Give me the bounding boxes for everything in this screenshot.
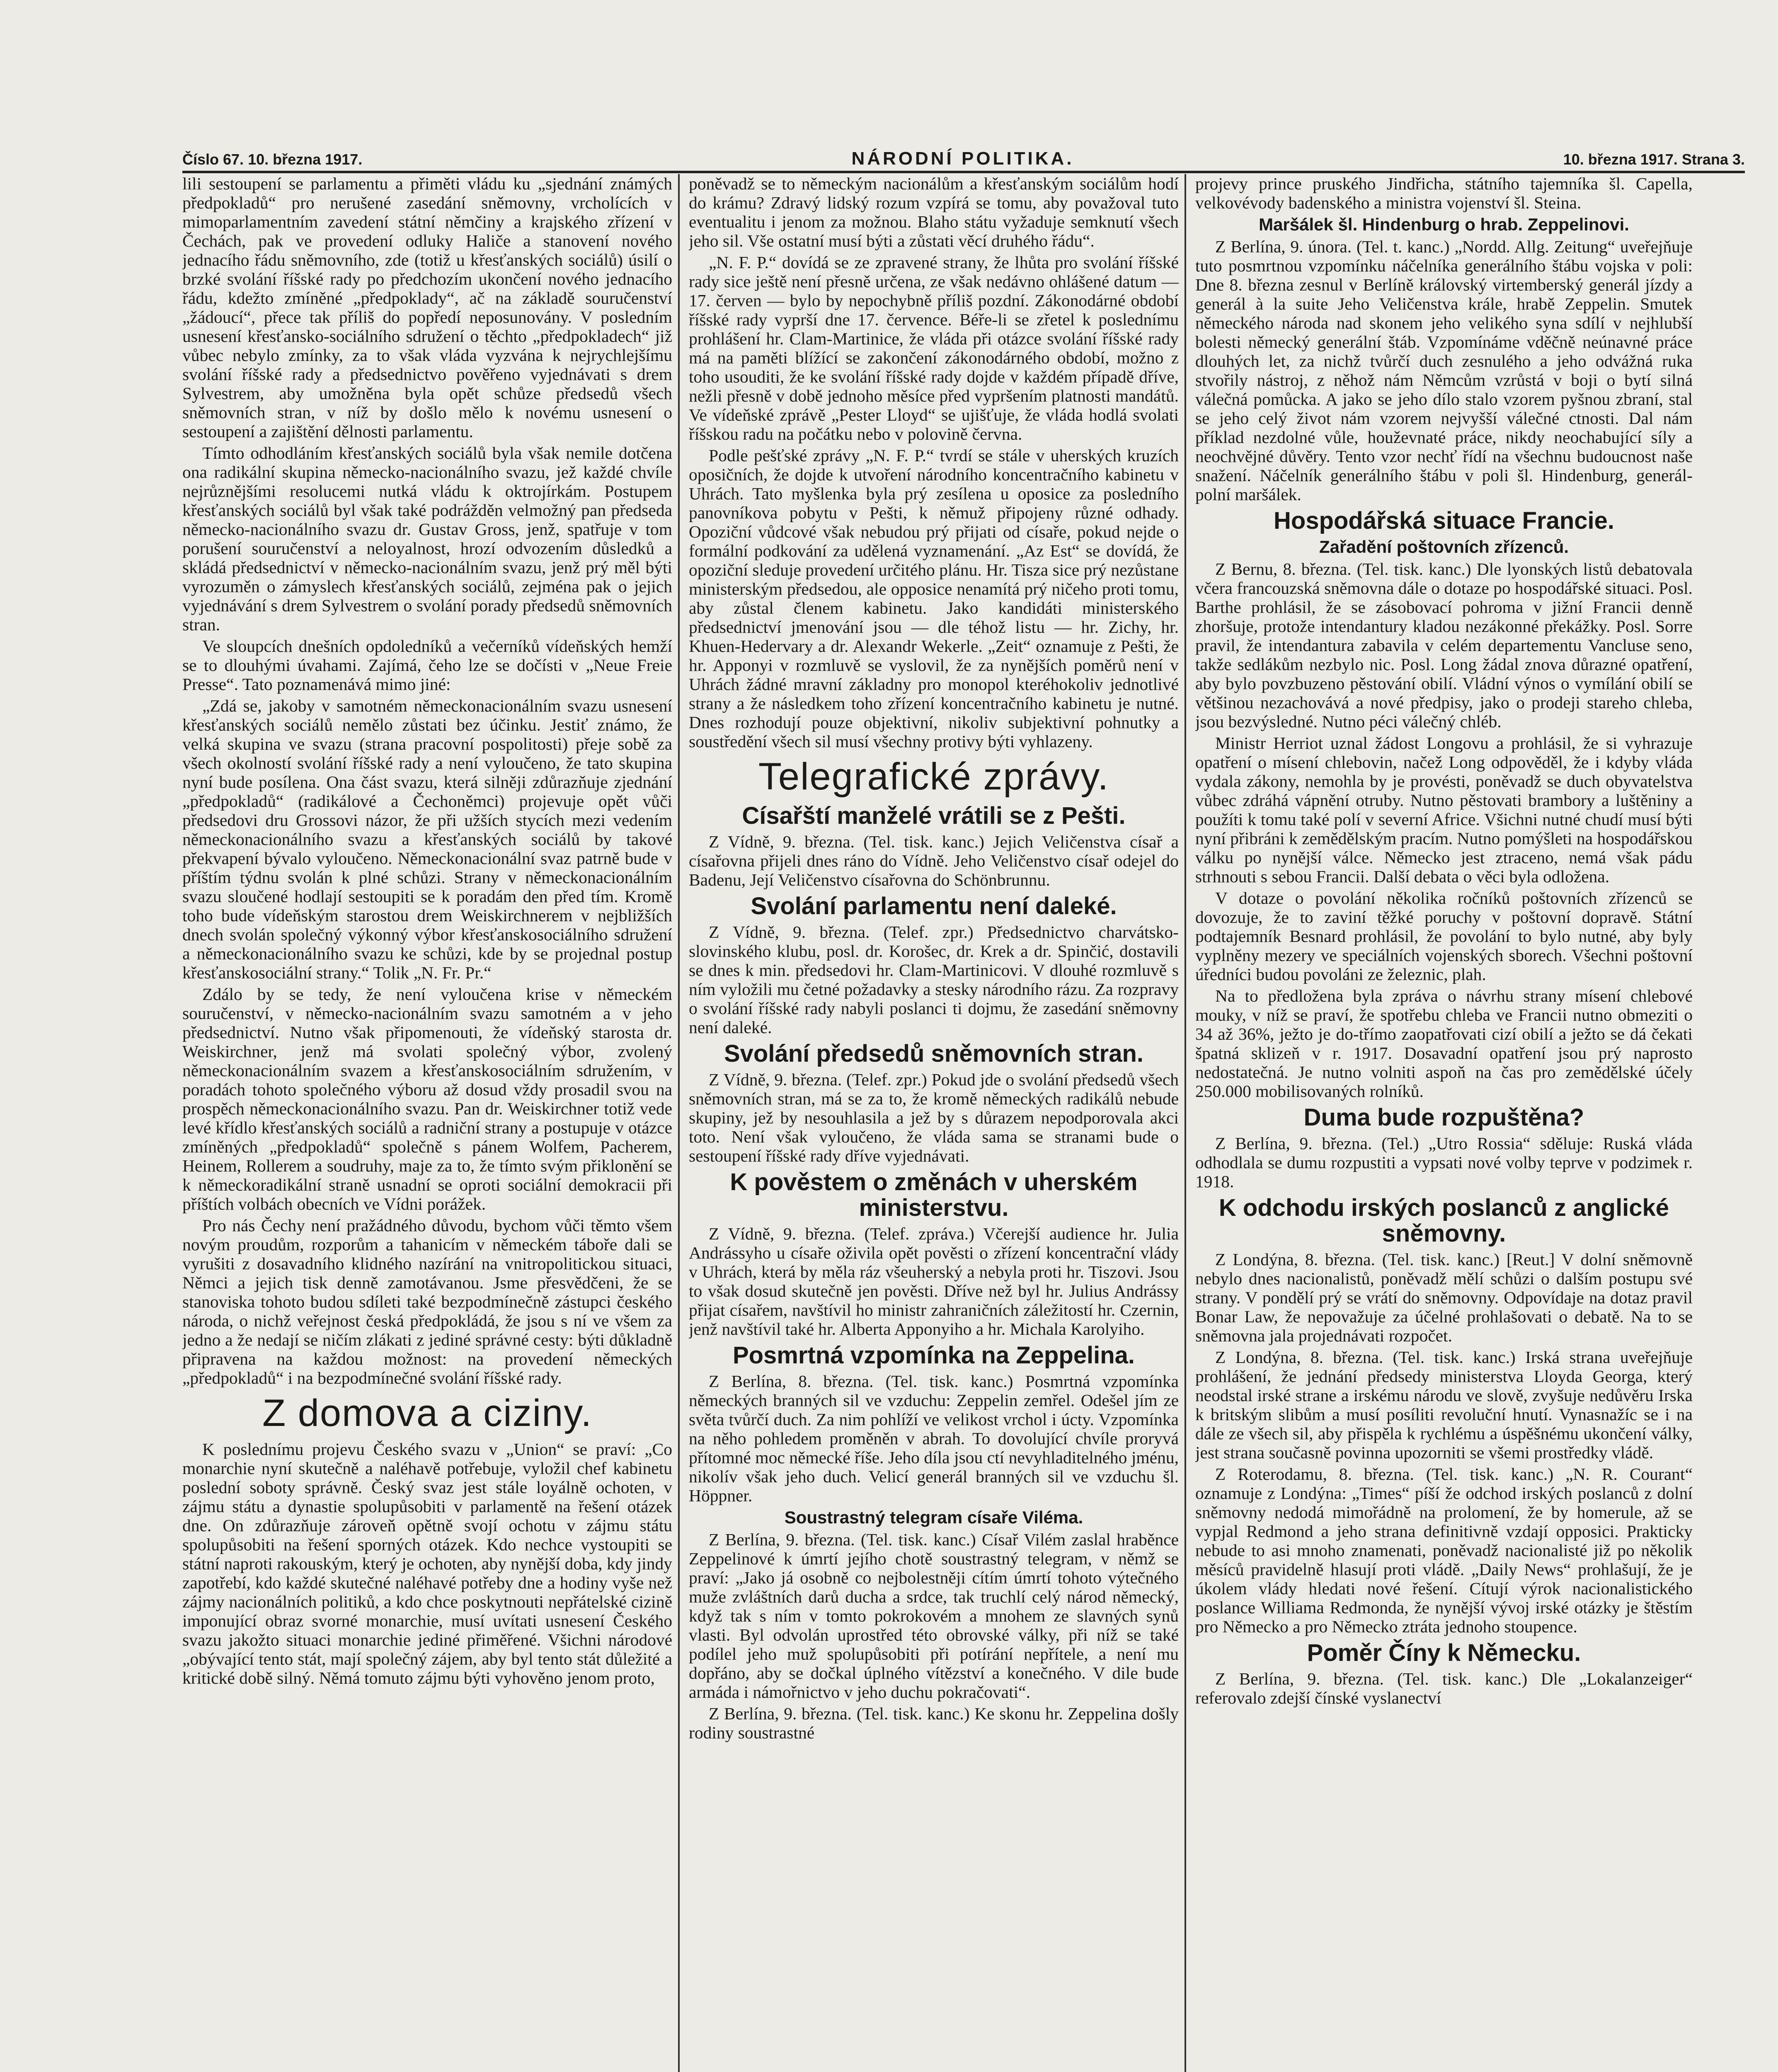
paragraph: Tímto odhodláním křesťanských sociálů byla však nemile dotčena ona radikální skupina německo-nacionálního svazu, jež každé chvíle nejrůznějšími resolucemi nutká vládu k oktrojírkám. Postupem křesťanských sociálů byl však také podrážděn velmožný pan předseda německo-nacionálního svazu dr. Gustav Gross, jenž, spatřuje v tom porušení souručenství a neloyalnost, hrozí odvozením důsledků a skládá předsednictví v německo-nacionálním svazu, jenž prý měl býti vyrozuměn o zámyslech křesťanských sociálů, zejména pak o jejich vyjednávání s drem Sylvestrem o svolání porady předsedů sněmovních stran. (182, 443, 672, 634)
paragraph: Z Londýna, 8. března. (Tel. tisk. kanc.) Irská strana uveřejňuje prohlášení, že jednání předsedy ministerstva Lloyda Georga, který neodstal irské strane a irskému národu ve slově, zvyšuje nedůvěru Irska k britským slibům a musí posíliti revoluční hnutí. Vynasnažíc se i na dále ze všech sil, aby přispěla k rychlému a úspěšnému ukončení války, jest strana současně povinna upozorniti se všemi prostředky vládě. (1195, 1348, 1693, 1462)
paragraph: Z Berlína, 9. února. (Tel. t. kanc.) „Nordd. Allg. Zeitung“ uveřejňuje tuto posmrtnou vzpomínku náčelníka generálního štábu vojska v poli: Dne 8. března zesnul v Berlíně královský virtemberský generál jízdy a generál à la suite Jeho Veličenstva krále, hrabě Zeppelin. Smutek německého národa nad skonem jeho velikého syna sdílí v nejhlubší bolesti německý generální štáb. Vzpomínáme vděčně neúnavné práce dlouhých let, za nichž tvůrčí duch zesnulého a jeho odvážná ruka stvořily nástroj, z něhož nám Němcům vzrůstá v boji o bytí silná válečná pomůcka. A jako se jeho dílo stalo vzorem pyšnou zbraní, stal se jeho celý život nám vzorem nejvyšší válečné ctnosti. Dal nám příklad nezdolné vůle, houževnaté práce, nikdy neochabující síly a neochvějné důvěry. Tento vzor nechť řídí na všechnu budoucnost naše snažení. Náčelník generálního štábu v poli šl. Hindenburg, generál-polní maršálek. (1195, 237, 1693, 504)
paragraph: projevy prince pruského Jindřicha, státního tajemníka šl. Capella, velkovévody badenského a ministra vojenství šl. Steina. (1195, 174, 1693, 212)
paragraph: Z Bernu, 8. března. (Tel. tisk. kanc.) Dle lyonských listů debatovala včera francouzská sněmovna dále o dotaze po hospodářské situaci. Posl. Barthe prohlásil, že se zásobovací pohroma v jižní Francii denně zhoršuje, protože intendantury kladou nezákonné překážky. Posl. Sorre pravil, že intendantura zabavila v celém departementu Vancluse seno, takže sedlákům nezbylo nic. Posl. Long žádal znova důrazné opatření, aby bylo povzbuzeno pěstování obilí. Vládní výnos o vymílání obilí se většinou nezachovává a nové předpisy, jako o prodeji stareho chleba, jsou bezvýsledné. Nutno péci válečný chléb. (1195, 559, 1693, 731)
paragraph: „N. F. P.“ dovídá se ze zpravené strany, že lhůta pro svolání říšské rady sice ještě není přesně určena, ze však nedávno ohlášené datum — 17. červen — bylo by nepochybně příliš pozdní. Zákonodárné období říšské rady vyprší dne 17. července. Béře-li se zřetel k poslednímu prohlášení hr. Clam-Martinice, že vláda při otázce svolání říšské rady má na paměti blížící se zakončení zákonodárného období, možno z toho usouditi, že ke svolání říšské rady dojde v každém případě dříve, nežli přesně v době jednoho měsíce před vypršením platnosti mandátů. Ve vídeňské zprávě „Pester Lloyd“ se ujišťuje, že vláda hodlá svolati říšskou radu na počátku nebo v polovině června. (689, 253, 1179, 443)
column-1 (182, 174, 680, 2072)
article-heading: K pověstem o změnách v uherském ministerstvu. (730, 1169, 1138, 1221)
masthead: NÁRODNÍ POLITIKA. (851, 148, 1074, 169)
paragraph: Z Vídně, 9. března. (Tel. tisk. kanc.) Jejich Veličenstva císař a císařovna přijeli dnes ráno do Vídně. Jeho Veličenstvo císař odejel do Badenu, Její Veličenstvo císařovna do Schönbrunnu. (689, 832, 1179, 889)
article-heading: Duma bude rozpuštěna? (1303, 1104, 1584, 1131)
article-heading: Hospodářská situace Francie. (1274, 507, 1614, 534)
page-header (182, 145, 1745, 173)
paragraph: Z Vídně, 9. března. (Telef. zpr.) Předsednictvo charvátsko-slovinského klubu, posl. dr. Korošec, dr. Krek a dr. Spinčić, dostavili se dnes k min. předsedovi hr. Clam-Martinicovi. V dlouhé rozmluvě s ním vyložili mu četné požadavky a stesky národního rázu. Za rozpravy o svolání říšské rady nabyli poslanci ti dojmu, že zasedání sněmovny není daleké. (689, 922, 1179, 1037)
paragraph: Z Berlína, 9. března. (Tel.) „Utro Rossia“ sděluje: Ruská vláda odhodlala se dumu rozpustiti a vypsati nové volby teprve v podzimek r. 1918. (1195, 1134, 1693, 1191)
article-heading: Císařští manželé vrátili se z Pešti. (742, 802, 1126, 829)
section-heading: Telegrafické zprávy. (758, 755, 1109, 798)
paragraph: Z Roterodamu, 8. března. (Tel. tisk. kanc.) „N. R. Courant“ oznamuje z Londýna: „Times“ píší že odchod irských poslanců z dolní sněmovny nedodá mimořádně na prolomení, že by homerule, až se vypjal Redmond a jeho strana definitivně vzdají opposici. Prakticky nebude to asi mnoho znamenati, poněvadž nacionalisté již po několik měsíců pravidelně hlasují proti vládě. „Daily News“ prohlašují, že je úkolem vlády hledati nové řešení. Cítují výrok nacionalistického poslance Williama Redmonda, že nynější vývoj irské otázky je štěstím pro Německo a pro Německo ztráta jednoho stoupence. (1195, 1464, 1693, 1636)
paragraph: poněvadž se to německým nacionálům a křesťanským sociálům hodí do krámu? Zdravý lidský rozum vzpírá se tomu, aby považoval tuto eventualitu i jenom za možnou. Blaho státu vyžaduje semknutí všech jeho sil. Vše ostatní musí býti a zůstati věcí druhého řádu“. (689, 174, 1179, 250)
page-number: 10. března 1917. Strana 3. (1563, 151, 1745, 168)
paragraph: Z Vídně, 9. března. (Telef. zpr.) Pokud jde o svolání předsedů všech sněmovních stran, má se za to, že kromě německých radikálů nebude skupiny, jež by nesouhlasila a jež by s důrazem nepodporovala akci toto. Není však vyloučeno, že vláda sama se stranami bude o sestoupení říšské rady dříve vyjednávati. (689, 1070, 1179, 1165)
article-heading: Svolání předsedů sněmovních stran. (724, 1040, 1144, 1067)
paragraph: Zdálo by se tedy, že není vyloučena krise v německém souručenství, v německo-nacionálním svazu samotném a v jeho předsednictví. Nutno však připomenouti, že vídeňský starosta dr. Weiskirchner, jenž má svolati společný výbor, zvolený německonacionálním svazem a křesťanskosociálním sdružením, v poradách tohoto společného výboru až dosud vždy prosadil svou na prospěch německonacionálního svazu. Pan dr. Weiskirchner totiž vede levé křídlo křesťanských sociálů a radniční strany a postupuje v otázce zmíněných „předpokladů“ společně s pánem Wolfem, Pacherem, Heinem, Rollerem a soudruhy, maje za to, že tímto svým přiklonění se k německoradikální straně usnadní se oproti sociální demokracii při příštích volbách obecních ve Vídni porážek. (182, 985, 672, 1213)
paragraph: Z Berlína, 9. března. (Tel. tisk. kanc.) Dle „Lokalanzeiger“ referovalo zdejší čínské vyslanectví (1195, 1669, 1693, 1707)
article-heading: Poměr Číny k Německu. (1307, 1639, 1581, 1666)
section-heading: Z domova a ciziny. (262, 1392, 593, 1434)
issue-info: Číslo 67. 10. března 1917. (182, 151, 363, 168)
article-subheading: Zařadění poštovních zřízenců. (1319, 537, 1569, 557)
paragraph: V dotaze o povolání několika ročníků poštovních zřízenců se dovozuje, že to zaviní těžké poruchy v poštovní dopravě. Státní podtajemník Besnard prohlásil, že povolání to bylo nutné, aby byly vyplněny mezery ve speciálních vojenských sborech. Všechni poštovní úředníci budou povoláni ze železnic, plah. (1195, 888, 1693, 984)
columns (182, 174, 1745, 2072)
article-subheading: Maršálek šl. Hindenburg o hrab. Zeppelinovi. (1259, 215, 1629, 234)
paragraph: Ministr Herriot uznal žádost Longovu a prohlásil, že si vyhrazuje opatření o mísení chlebovin, načež Long odpověděl, že i kdyby vláda vydala zákony, nemohla by je provésti, poněvadž se duch obyvatelstva vůbec zdráhá vápnění otruby. Nutno pěstovati brambory a luštěniny a použíti k tomu také polí v severní Africe. Všichni nutné chudí musí býti nyní přibráni k zemědělským pracím. Nutno pomýšleti na hospodářskou válku po nynější válce. Německo jest ztraceno, nemá však pádu strhnouti s sebou Francii. Další debata o věci byla odložena. (1195, 733, 1693, 886)
paragraph: „Zdá se, jakoby v samotném německonacionálním svazu usnesení křesťanských sociálů nemělo zůstati bez účinku. Jestiť známo, že velká skupina ve svazu (strana pracovní pospolitosti) přeje sobě za všech okolností svolání říšské rady a není vyloučeno, že tato skupina nyní bude posílena. Ona část svazu, která silněji zdůrazňuje zjednání „předpokladů“ (radikálové a Čechoněmci) projevuje opět vůči předsedovi dru Grossovi názor, že při užších stycích mezi vedením německonacionálního svazu a křesťanských sociálů by takové překvapení bývalo vyloučeno. Německonacionální svaz patrně bude v příštím týdnu svolán k plné schůzi. Strany v německonacionálním svazu sloučené hodlají sestoupiti se k poradám den před tím. Kromě toho bude vídeňským starostou drem Weiskirchnerem v nejbližších dnech svolán společný výkonný výbor křesťanskosociálního sdružení a německonacionálního svazu ke schůzi, kde by se projednal postup křesťanskosociální strany.“ Tolik „N. Fr. Pr.“ (182, 696, 672, 982)
paragraph: Na to předložena byla zpráva o návrhu strany mísení chlebové mouky, v níž se praví, že spotřebu chleba ve Francii nutno obmeziti o 34 až 36%, ježto je do-třímo zaopatřovati cizí obilí a ježto se dá čekati špatná sklizeň v r. 1917. Dosavadní opatření jsou prý naprosto nedostatečná. Je nutno volniti aspoň na čas pro zemědělské účely 250.000 mobilisovaných rolníků. (1195, 986, 1693, 1101)
paragraph: lili sestoupení se parlamentu a přiměti vládu ku „sjednání známých předpokladů“ pro nerušené zasedání sněmovny, vrcholících v mimoparlamentním zavedení státní němčiny a krajského zřízení v Čechách, pak ve provedení odluky Haliče a stanovení nového jednacího řádu sněmovního, zde (totiž u křesťanských sociálů) úsilí o brzké svolání říšské rady po předchozím ukončení nového jednacího řádu, kdežto zmíněné „předpoklady“, ač na základě souručenství „žádoucí“, přece tak příliš do popředí neposunovány. V posledním usnesení křesťansko-sociálního sdružení o těchto „předpokladech“ již vůbec nebylo zmínky, za to však vláda vyzvána k nejrychlejšímu svolání říšské rady a předsednictvo pověřeno vyjednávati s drem Sylvestrem, aby umožněna byla opět schůze předsedů všech sněmovních stran, v níž by došlo mělo k novému usnesení o sestoupení a zajištění dělnosti parlamentu. (182, 174, 672, 441)
paragraph: Z Londýna, 8. března. (Tel. tisk. kanc.) [Reut.] V dolní sněmovně nebylo dnes nacionalistů, poněvadž mělí schůzi o dalším postupu své strany. V pondělí prý se vrátí do sněmovny. Odpovídaje na dotaz pravil Bonar Law, že nepovažuje za účelné prohlašovati o debatě. Na to se sněmovna jala projednávati rozpočet. (1195, 1250, 1693, 1345)
paragraph: K poslednímu projevu Českého svazu v „Union“ se praví: „Co monarchie nyní skutečně a naléhavě potřebuje, vyložil chef kabinetu poslední soboty správně. Český svaz jest stále loyálně ochoten, v zájmu státu a dynastie spolupůsobiti v parlamentě na řešení otázek dne. On zdůrazňuje zároveň opětně svojí ochotu v zájmu státu spolupůsobiti na řešení sporných otázek. Kdo nechce vystoupiti se státní naproti rakouským, který je ochoten, aby nynější doba, kdy jindy zapotřebí, kdo každé skutečné naléhavé potřeby dne a hodiny vyše než zájmy nacionálních politiků, a kdo chce poskytnouti nepřátelské cizině imponující obraz svorné monarchie, musí uvítati usnesení Českého svazu jakožto situaci monarchie jediné přiměřené. Všichni národové „obývající tento stát, mají společný zájem, aby byl tento stát důležité a kritické době silný. Němá tomuto zájmu býti vyhověno jenom proto, (182, 1440, 672, 1687)
article-heading: K odchodu irských poslanců z anglické sněmovny. (1218, 1194, 1669, 1247)
paragraph: Z Berlína, 8. března. (Tel. tisk. kanc.) Posmrtná vzpomínka německých branných sil ve vzduchu: Zeppelin zemřel. Odešel jím ze světa tvůrčí duch. Za nim pohlíží ve velikost vrchol i úcty. Vzpomínka na něho pohledem proměněn v abrah. To dovolující chvíle proryvá přítomné moc německé říše. Jeho díla jsou ctí nevyhladitelného jménu, nikolív však jeho duch. Velicí generál branných sil ve vzduchu šl. Höppner. (689, 1372, 1179, 1505)
column-2 (689, 174, 1186, 2072)
paragraph: Z Berlína, 9. března. (Tel. tisk. kanc.) Císař Vilém zaslal hraběnce Zeppelinové k úmrtí jejího chotě soustrastný telegram, v němž se praví: „Jako já osobně co nejbolestněji cítím úmrtí tohoto výtečného muže zvláštních darů ducha a srdce, tak truchlí celý národ německý, když tak s ním v tomto pokrokovém a mnohem ze slavných synů vlasti. Byl odvolán uprostřed této obrovské války, při níž se také podílel jeho muž spolupůsobiti při potírání nepřítele, a není mu dopřáno, aby se dočkal úplného vítězství a konečného. V dile bude armáda i námořnictvo v jeho duchu pokračovati“. (689, 1530, 1179, 1702)
paragraph: Ve sloupcích dnešních opdoledníků a večerníků vídeňských hemží se to dlouhými úvahami. Zajímá, čeho lze se dočísti v „Neue Freie Presse“. Tato poznamenává mimo jiné: (182, 637, 672, 694)
article-heading: Posmrtná vzpomínka na Zeppelina. (732, 1342, 1135, 1369)
article-subheading: Soustrastný telegram císaře Viléma. (784, 1508, 1083, 1527)
column-3 (1195, 174, 1693, 2072)
paragraph: Pro nás Čechy není pražádného důvodu, bychom vůči těmto všem novým proudům, rozporům a tahanicím v německém táboře dali se vyrušiti z dosavadního klidného nazírání na vnitropolitickou situaci, Němci a jejich tisk denně zamotávanou. Jsme přesvědčeni, že se stanoviska tohoto budou sdíleti také bezpodmínečně zástupci českého národa, o nichž veřejnost česká předpokládá, že jsou s ní ve všem za jedno a že nedají se ničím zlákati z jediné správné cesty: býti důkladně připravena na každou možnost: na provedení německých „předpokladů“ i na bezpodmínečné svolání říšské rady. (182, 1216, 672, 1387)
paragraph: Z Vídně, 9. března. (Telef. zpráva.) Včerejší audience hr. Julia Andrássyho u císaře oživila opět pověsti o zřízení koncentrační vlády v Uhrách, která by měla ráz všeuherský a nebyla proti hr. Tiszovi. Jsou to však dosud skutečně jen pověsti. Dříve než byl hr. Julius Andrássy přijat císařem, navštívil ho ministr zahraničních záležitostí hr. Czernin, jenž navštívil také hr. Alberta Apponyiho a hr. Michala Karolyiho. (689, 1224, 1179, 1339)
article-heading: Svolání parlamentu není daleké. (751, 893, 1117, 920)
paragraph: Podle pešťské zprávy „N. F. P.“ tvrdí se stále v uherských kruzích oposičních, že dojde k utvoření národního koncentračního kabinetu v Uhrách. Tato myšlenka byla prý zesílena u oposice za posledního panovníkova pobytu v Pešti, k němuž připojeny různé odhady. Opoziční vůdcové však nebudou prý přijati od císaře, pokud nejde o formální podkování za udělená vyznamenání. „Az Est“ se dovídá, že opoziční sleduje provedení určitého plánu. Hr. Tisza sice prý nezůstane ministerským předsedou, ale opposice nenamítá prý ničeho proti tomu, aby zůstal členem kabinetu. Jako kandidáti ministerského předsednictví jmenování jsou — dle téhož listu — hr. Zichy, hr. Khuen-Hedervary a dr. Alexandr Wekerle. „Zeit“ oznamuje z Pešti, že hr. Apponyi v rozmluvě se vyslovil, že za nynějších poměrů není v Uhrách žádné mravní základny pro monopol kteréhokoliv jednotlivé strany a že následkem toho zřízení koncentračního kabinetu je nutné. Dnes rozhodují pouze objektivní, nikoliv subjektivní pohnutky a soustředění všech sil musí všechny protivy býti vyhlazeny. (689, 446, 1179, 751)
paragraph: Z Berlína, 9. března. (Tel. tisk. kanc.) Ke skonu hr. Zeppelina došly rodiny soustrastné (689, 1704, 1179, 1742)
